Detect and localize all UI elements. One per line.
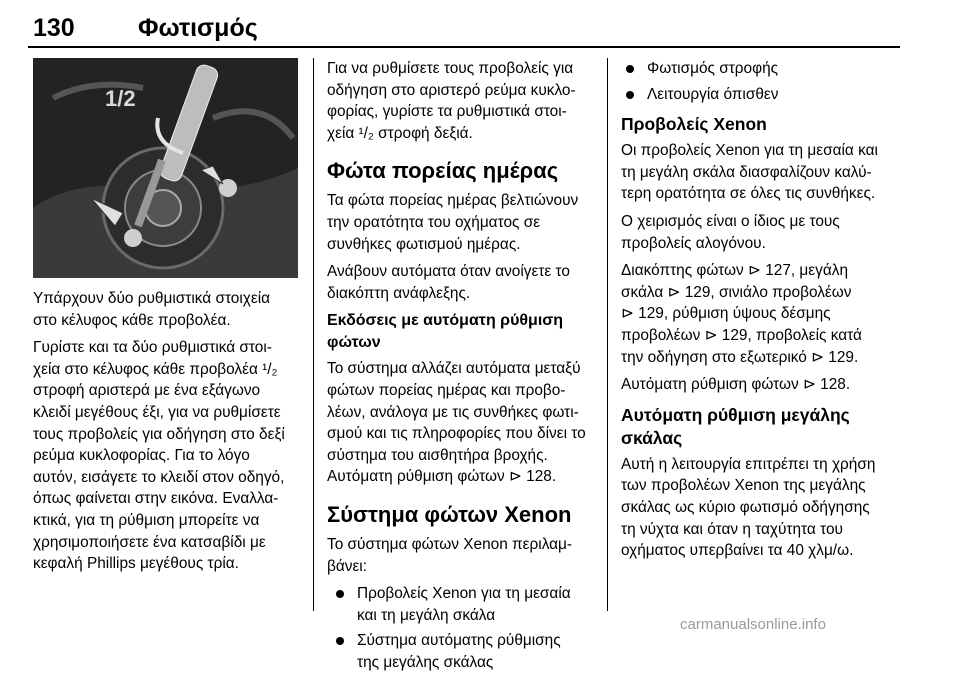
bullet-icon (626, 91, 634, 99)
paragraph: Το σύστημα αλλάζει αυτόματα μεταξύ φώτων πορείας ημέρας και προβο- λέων, ανάλογα με τις συνθήκες φωτι- σμού και τις πληροφορίες που δίνει το σύστημα του αισθητήρα βροχής. Αυτόματη ρύθμιση φώτων ⊳ 128. (327, 358, 595, 488)
headlamp-adjustment-figure (33, 58, 298, 278)
column-2 (327, 58, 595, 677)
section-heading: Προβολείς Xenon (621, 114, 767, 135)
paragraph: Για να ρυθμίσετε τους προβολείς για οδήγηση στο αριστερό ρεύμα κυκλο- φορίας, γυρίστε τα ρυθμιστικά στοι- χεία ¹/₂ στροφή δεξιά. (327, 60, 576, 142)
paragraph: Το σύστημα φώτων Xenon περιλαμ- βάνει: (327, 535, 573, 575)
paragraph: Ο χειρισμός είναι ο ίδιος με τους προβολείς αλογόνου. (621, 212, 840, 252)
cross-reference-paragraph[interactable]: Αυτόματη ρύθμιση φώτων ⊳ 128. (621, 376, 851, 394)
paragraph: Τα φώτα πορείας ημέρας βελτιώνουν την ορατότητα του οχήματος σε συνθήκες φωτισμού ημέρας. (327, 192, 579, 253)
paragraph: Αυτή η λειτουργία επιτρέπει τη χρήση των προβολέων Xenon της μεγάλης σκάλας ως κύριο φωτισμό οδήγησης τη νύχτα και όταν η ταχύτητα του οχήματος υπερβαίνει τα 40 χλμ/ω. (621, 455, 876, 560)
paragraph: Ανάβουν αυτόματα όταν ανοίγετε το διακόπτη ανάφλεξης. (327, 263, 570, 302)
list-item: Φωτισμός στροφής (621, 58, 889, 80)
list-item: Προβολείς Xenon για τη μεσαία και τη μεγάλη σκάλα (327, 583, 595, 626)
section-heading: Φώτα πορείας ημέρας (327, 158, 559, 184)
chapter-title: Φωτισμός (138, 14, 258, 42)
paragraph: Υπάρχουν δύο ρυθμιστικά στοιχεία στο κέλυφος κάθε προβολέα. (33, 290, 271, 329)
list-item: Σύστημα αυτόματης ρύθμισης της μεγάλης σκάλας (327, 630, 595, 673)
column-divider (313, 58, 314, 611)
figure-label: 1/2 (105, 86, 136, 111)
list-item: Λειτουργία όπισθεν (621, 84, 889, 106)
section-heading: Σύστημα φώτων Xenon (327, 501, 572, 527)
bullet-icon (336, 637, 344, 645)
page-header (28, 12, 900, 48)
headlamp-illustration (33, 58, 298, 278)
paragraph: Οι προβολείς Xenon για τη μεσαία και τη μεγάλη σκάλα διασφαλίζουν καλύ- τερη ορατότητα σε όλες τις συνθήκες. (621, 142, 878, 203)
section-heading: Αυτόματη ρύθμιση μεγάλης σκάλας (621, 404, 850, 448)
subheading: Εκδόσεις με αυτόματη ρύθμιση φώτων (327, 312, 563, 352)
page-number: 130 (33, 14, 75, 42)
bullet-icon (336, 590, 344, 598)
cross-reference-link[interactable]: Αυτόματη ρύθμιση φώτων ⊳ 128. (327, 468, 557, 486)
cross-reference-paragraph[interactable]: Διακόπτης φώτων ⊳ 127, μεγάλη σκάλα ⊳ 129, σινιάλο προβολέων ⊳ 129, ρύθμιση ύψους δέσμης προβολέων ⊳ 129, προβολείς κατά την οδήγηση στο εξωτερικό ⊳ 129. (621, 262, 862, 366)
column-1 (33, 58, 298, 581)
column-divider (607, 58, 608, 611)
bullet-icon (626, 65, 634, 73)
column-3 (621, 58, 889, 568)
watermark: carmanualsonline.info (680, 616, 826, 633)
paragraph: Γυρίστε και τα δύο ρυθμιστικά στοι- χεία στο κέλυφος κάθε προβολέα ¹/₂ στροφή αριστερά με ένα εξάγωνο κλειδί μεγέθους έξι, για να ρυθμίσετε τους προβολείς για οδήγηση στο δεξί ρεύμα κυκλοφορίας. Για το λόγο αυτόν, εισάγετε το κλειδί στον οδηγό, όπως φαίνεται στην εικόνα. Εναλλα- κτικά, για τη ρύθμιση μπορείτε να χρησιμοποιήσετε ένα κατσαβίδι με κεφαλή Phillips μεγέθους τρία. (33, 339, 285, 573)
